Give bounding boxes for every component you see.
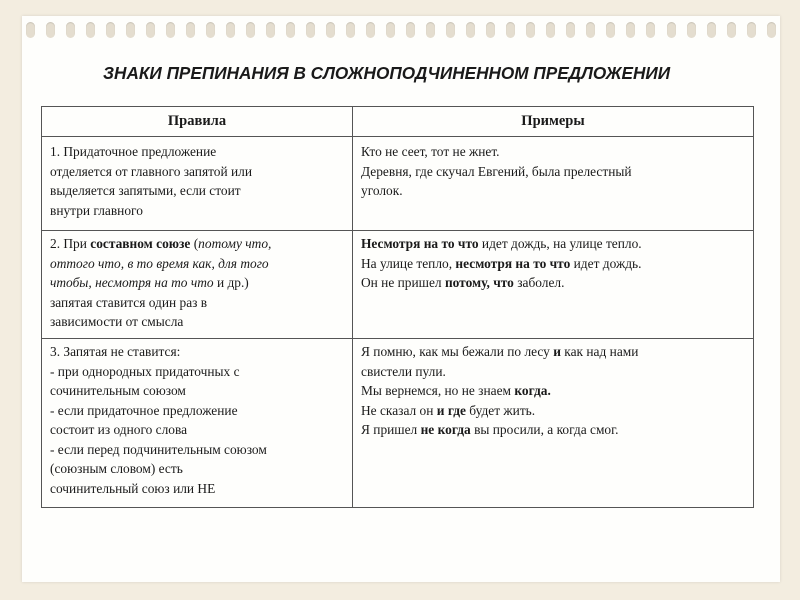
binder-hole (86, 22, 95, 38)
example-cell (353, 339, 754, 508)
plain-text: Я помню, как мы бежали по лесу (361, 344, 554, 359)
text-line (361, 362, 747, 382)
rules-table (41, 106, 754, 508)
binder-hole (707, 22, 716, 38)
plain-text: будет жить. (465, 402, 536, 418)
plain-text: Не сказал он (361, 402, 437, 418)
rule-cell (42, 339, 353, 508)
text-line (50, 162, 346, 182)
bold-text: и где (436, 402, 466, 418)
binder-hole (667, 22, 676, 38)
text-line (50, 312, 346, 332)
text-line (50, 381, 346, 401)
plain-text: - если придаточное предложение (50, 402, 238, 418)
binder-hole (626, 22, 635, 38)
text-line (50, 420, 346, 440)
binder-holes (26, 22, 776, 42)
binder-hole (286, 22, 295, 38)
text-line (50, 201, 346, 221)
text-line (50, 293, 346, 313)
bold-text: когда. (514, 383, 551, 398)
table-row (42, 339, 754, 508)
table-row (42, 137, 754, 231)
bold-text: составном союзе (90, 236, 191, 251)
italic-text: потому что, (198, 236, 272, 251)
binder-hole (566, 22, 575, 38)
text-line (50, 273, 346, 293)
binder-hole (747, 22, 756, 38)
binder-hole (446, 22, 455, 38)
header-rules: Правила (42, 107, 353, 137)
table-row (42, 231, 754, 339)
binder-hole (66, 22, 75, 38)
plain-text: сочинительным союзом (50, 383, 186, 398)
plain-text: как над нами (560, 344, 639, 359)
text-line (50, 342, 346, 362)
binder-hole (106, 22, 115, 38)
binder-hole (546, 22, 555, 38)
binder-hole (206, 22, 215, 38)
binder-hole (767, 22, 776, 38)
text-line (361, 420, 747, 440)
binder-hole (46, 22, 55, 38)
text-line (361, 342, 747, 362)
plain-text: 3. Запятая не ставится: (50, 344, 181, 359)
binder-hole (186, 22, 195, 38)
binder-hole (306, 22, 315, 38)
plain-text: выделяется запятыми, если стоит (50, 183, 241, 198)
plain-text: зависимости от смысла (50, 314, 184, 329)
plain-text: На улице тепло, (361, 255, 456, 271)
bold-text: несмотря на то что (455, 255, 571, 271)
binder-hole (146, 22, 155, 38)
text-line (361, 254, 747, 274)
text-line (50, 181, 346, 201)
text-line (50, 142, 346, 162)
plain-text: заболел. (513, 275, 565, 290)
binder-hole (687, 22, 696, 38)
example-cell (353, 137, 754, 231)
plain-text: состоит из одного слова (50, 422, 188, 437)
binder-hole (126, 22, 135, 38)
plain-text: Мы вернемся, но не знаем (361, 383, 515, 398)
binder-hole (346, 22, 355, 38)
binder-hole (466, 22, 475, 38)
text-line (361, 162, 747, 182)
binder-hole (426, 22, 435, 38)
binder-hole (406, 22, 415, 38)
plain-text: идет дождь, на улице тепло. (478, 236, 642, 251)
binder-hole (26, 22, 35, 38)
plain-text: Деревня, где скучал Евгений, была прелестный (361, 163, 632, 179)
binder-hole (226, 22, 235, 38)
binder-hole (526, 22, 535, 38)
plain-text: сочинительный союз или НЕ (50, 480, 216, 496)
plain-text: ( (190, 236, 199, 251)
text-line (50, 479, 346, 499)
text-line (50, 362, 346, 382)
text-line (50, 459, 346, 479)
binder-hole (166, 22, 175, 38)
text-line (361, 273, 747, 293)
page-title: ЗНАКИ ПРЕПИНАНИЯ В СЛОЖНОПОДЧИНЕННОМ ПРЕДЛОЖЕНИИ (103, 63, 671, 83)
plain-text: Он не пришел (361, 275, 445, 290)
binder-hole (606, 22, 615, 38)
binder-hole (386, 22, 395, 38)
plain-text: запятая ставится один раз в (50, 294, 208, 310)
binder-hole (326, 22, 335, 38)
italic-text: оттого что, в то время как, для того (50, 255, 269, 271)
text-line (361, 381, 747, 401)
text-line (50, 440, 346, 460)
binder-hole (727, 22, 736, 38)
plain-text: Я пришел (361, 422, 421, 437)
header-examples: Примеры (353, 107, 754, 137)
text-line (50, 254, 346, 274)
italic-text: чтобы, несмотря на то что (50, 275, 214, 290)
text-line (50, 401, 346, 421)
bold-text: не когда (420, 422, 471, 437)
text-line (361, 181, 747, 201)
bold-text: потому, что (444, 275, 514, 290)
bold-text: и (553, 344, 561, 359)
plain-text: уголок. (361, 183, 403, 198)
text-line (361, 142, 747, 162)
bold-text: Несмотря на то что (361, 236, 479, 251)
plain-text: 2. При (50, 236, 91, 251)
plain-text: вы просили, а когда смог. (470, 422, 619, 437)
binder-hole (586, 22, 595, 38)
binder-hole (246, 22, 255, 38)
plain-text: свистели пули. (361, 363, 446, 379)
binder-hole (506, 22, 515, 38)
plain-text: Кто не сеет, тот не жнет. (361, 144, 500, 159)
binder-hole (486, 22, 495, 38)
binder-hole (266, 22, 275, 38)
plain-text: - при однородных придаточных с (50, 363, 240, 379)
binder-hole (646, 22, 655, 38)
text-line (50, 234, 346, 254)
rule-cell (42, 231, 353, 339)
plain-text: - если перед подчинительным союзом (50, 441, 267, 457)
plain-text: и др.) (213, 275, 249, 290)
rule-cell (42, 137, 353, 231)
plain-text: идет дождь. (570, 255, 642, 271)
plain-text: (союзным словом) есть (50, 461, 183, 476)
plain-text: отделяется от главного запятой или (50, 163, 253, 179)
text-line (361, 234, 747, 254)
text-line (361, 401, 747, 421)
plain-text: внутри главного (50, 202, 143, 218)
plain-text: 1. Придаточное предложение (50, 144, 217, 159)
binder-hole (366, 22, 375, 38)
example-cell (353, 231, 754, 339)
